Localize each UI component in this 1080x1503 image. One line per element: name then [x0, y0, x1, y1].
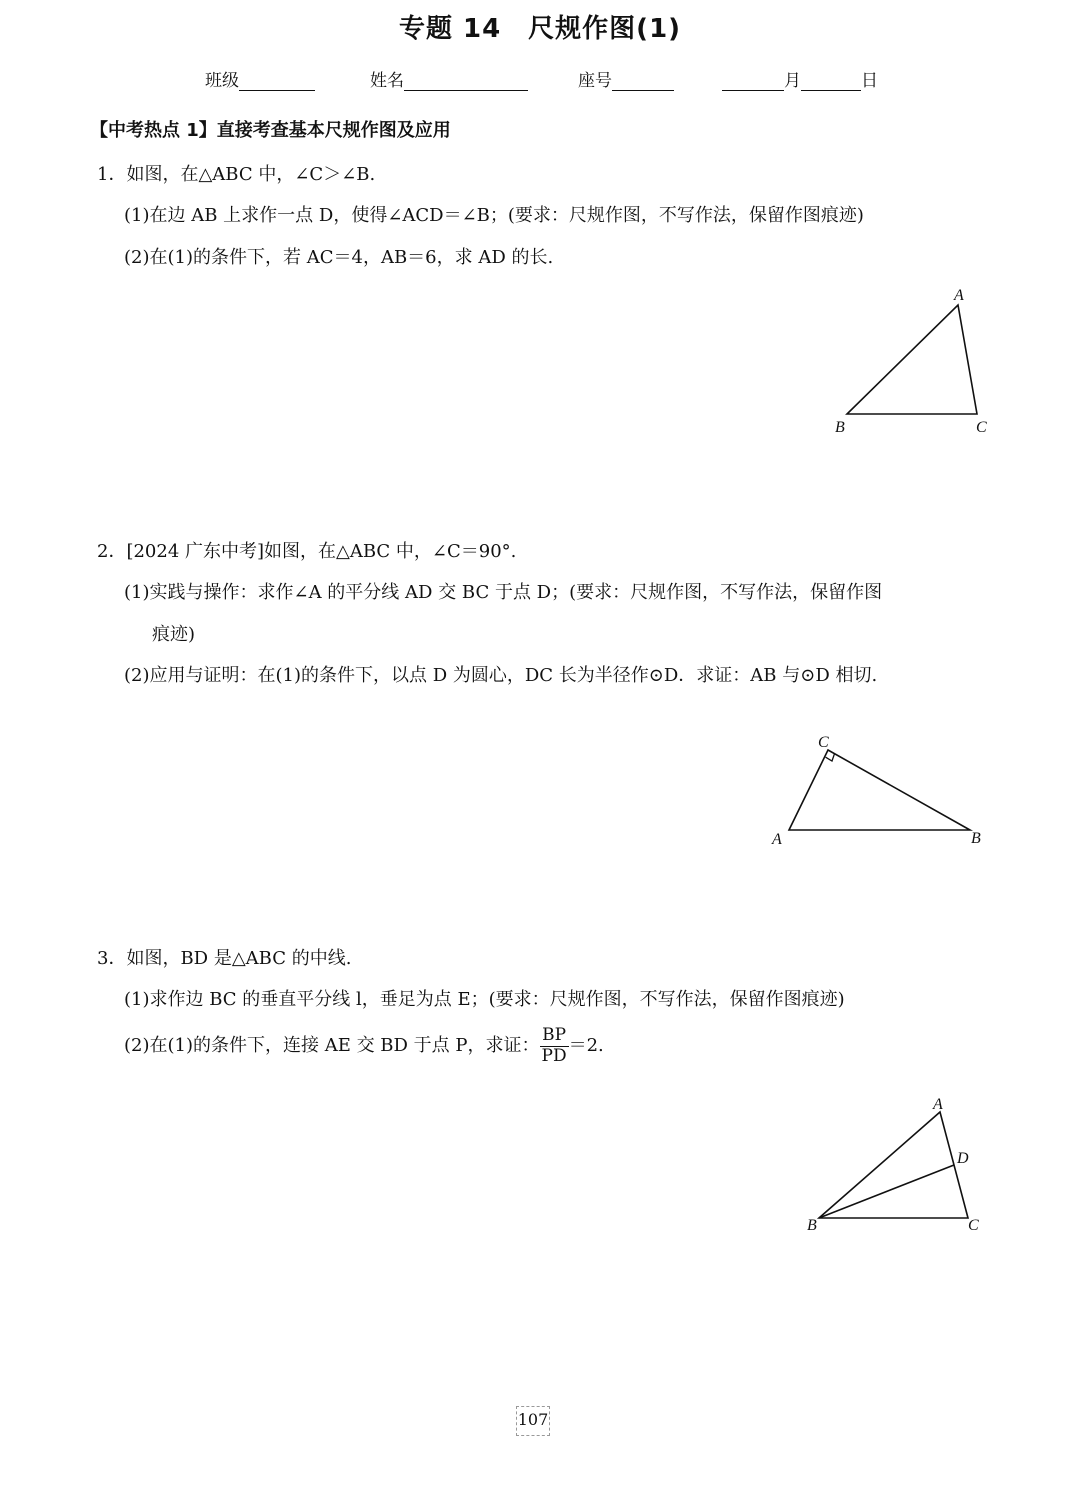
q1-label-c: C	[976, 419, 987, 436]
class-field	[205, 66, 315, 91]
q2-triangle	[789, 750, 970, 830]
q3-label-a: A	[933, 1096, 943, 1113]
seat-field	[578, 66, 674, 91]
q2-part1-line2: 痕迹)	[152, 624, 196, 645]
median-bd	[819, 1165, 954, 1218]
day-blank[interactable]	[801, 72, 861, 91]
q2-label-b: B	[971, 830, 981, 847]
fraction-numerator: BP	[540, 1026, 569, 1047]
q1-triangle-figure	[820, 280, 1010, 440]
seat-label: 座号	[578, 71, 612, 91]
q3-part2	[124, 1026, 604, 1066]
month-blank[interactable]	[722, 72, 784, 91]
month-label: 月	[784, 71, 801, 91]
right-angle-mark	[826, 754, 835, 761]
q1-label-a: A	[954, 287, 964, 304]
page-title: 专题 14 尺规作图(1)	[398, 14, 682, 44]
q3-part2-prefix: (2)在(1)的条件下，连接 AE 交 BD 于点 P，求证：	[124, 1035, 540, 1057]
q1-part1: (1)在边 AB 上求作一点 D，使得∠ACD＝∠B；(要求：尺规作图，不写作法，保留作图痕迹)	[124, 205, 864, 226]
q2-part2: (2)应用与证明：在(1)的条件下，以点 D 为圆心，DC 长为半径作⊙D．求证：AB 与⊙D 相切.	[124, 665, 878, 686]
q3-triangle-figure	[800, 1090, 1000, 1240]
q2-label-c: C	[818, 734, 829, 751]
bp-over-pd-fraction	[540, 1026, 569, 1066]
page-number: 107	[516, 1406, 550, 1436]
q2-part1-line1: (1)实践与操作：求作∠A 的平分线 AD 交 BC 于点 D；(要求：尺规作图，不写作法，保留作图	[124, 582, 883, 603]
name-blank[interactable]	[404, 72, 528, 91]
seat-blank[interactable]	[612, 72, 674, 91]
q3-stem: 3．如图，BD 是△ABC 的中线.	[97, 948, 352, 969]
q1-stem: 1．如图，在△ABC 中，∠C＞∠B.	[97, 164, 376, 185]
q3-part2-suffix: ＝2.	[568, 1035, 604, 1057]
class-label: 班级	[205, 71, 239, 91]
name-label: 姓名	[370, 71, 404, 91]
date-field	[722, 66, 878, 91]
section-heading: 【中考热点 1】直接考查基本尺规作图及应用	[90, 120, 451, 141]
q3-part1: (1)求作边 BC 的垂直平分线 l，垂足为点 E；(要求：尺规作图，不写作法，保留作图痕迹)	[124, 989, 845, 1010]
q1-triangle	[847, 305, 977, 414]
q3-label-d: D	[957, 1150, 969, 1167]
fraction-denominator: PD	[541, 1045, 567, 1066]
q1-label-b: B	[835, 419, 845, 436]
name-field	[370, 66, 528, 91]
q3-triangle	[819, 1112, 968, 1218]
q3-label-c: C	[968, 1217, 979, 1234]
q2-stem: 2．[2024 广东中考]如图，在△ABC 中，∠C＝90°.	[97, 541, 517, 562]
q1-part2: (2)在(1)的条件下，若 AC＝4，AB＝6，求 AD 的长.	[124, 247, 554, 268]
day-label: 日	[861, 71, 878, 91]
q2-triangle-figure	[760, 725, 1000, 855]
q2-label-a: A	[772, 831, 782, 848]
q3-label-b: B	[807, 1217, 817, 1234]
class-blank[interactable]	[239, 72, 315, 91]
